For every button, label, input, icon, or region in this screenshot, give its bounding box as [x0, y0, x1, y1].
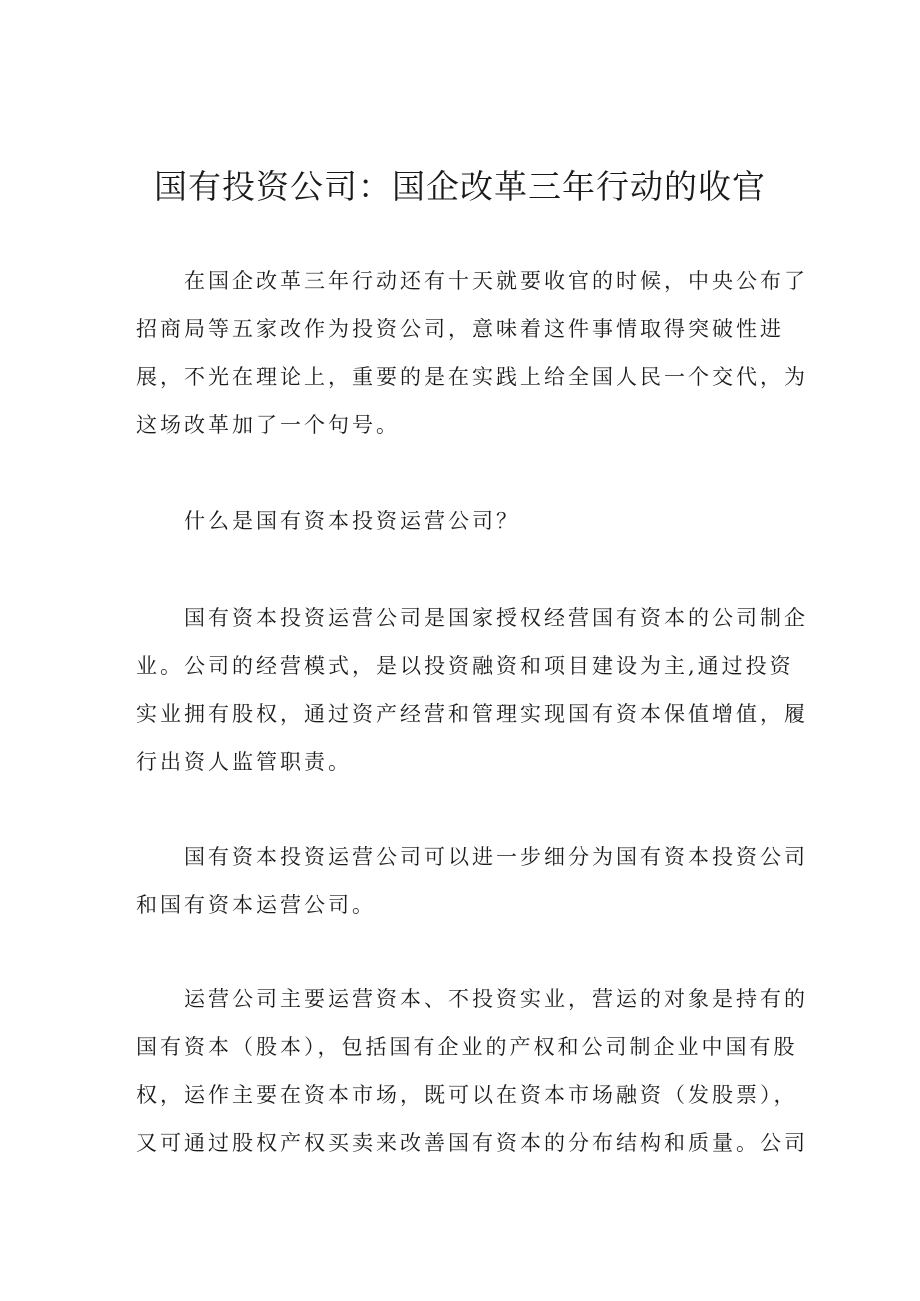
document-title: 国有投资公司：国企改革三年行动的收官 [154, 167, 766, 206]
paragraph-intro: 在国企改革三年行动还有十天就要收官的时候，中央公布了招商局等五家改作为投资公司，意味着这件事情取得突破性进展，不光在理论上，重要的是在实践上给全国人民一个交代，为这场改革加了一个句号。 [136, 269, 808, 437]
paragraph-question: 什么是国有资本投资运营公司？ [184, 509, 520, 533]
paragraph-operating-company: 运营公司主要运营资本、不投资实业，营运的对象是持有的国有资本（股本），包括国有企业的产权和公司制企业中国有股权，运作主要在资本市场，既可以在资本市场融资（发股票），又可通过股权产权买卖来改善国有资本的分布结构和质量。公司 [136, 987, 808, 1155]
paragraph-classification: 国有资本投资运营公司可以进一步细分为国有资本投资公司和国有资本运营公司。 [136, 845, 808, 917]
paragraph-definition: 国有资本投资运营公司是国家授权经营国有资本的公司制企业。公司的经营模式，是以投资融资和项目建设为主,通过投资实业拥有股权，通过资产经营和管理实现国有资本保值增值，履行出资人监管职责。 [136, 606, 808, 774]
